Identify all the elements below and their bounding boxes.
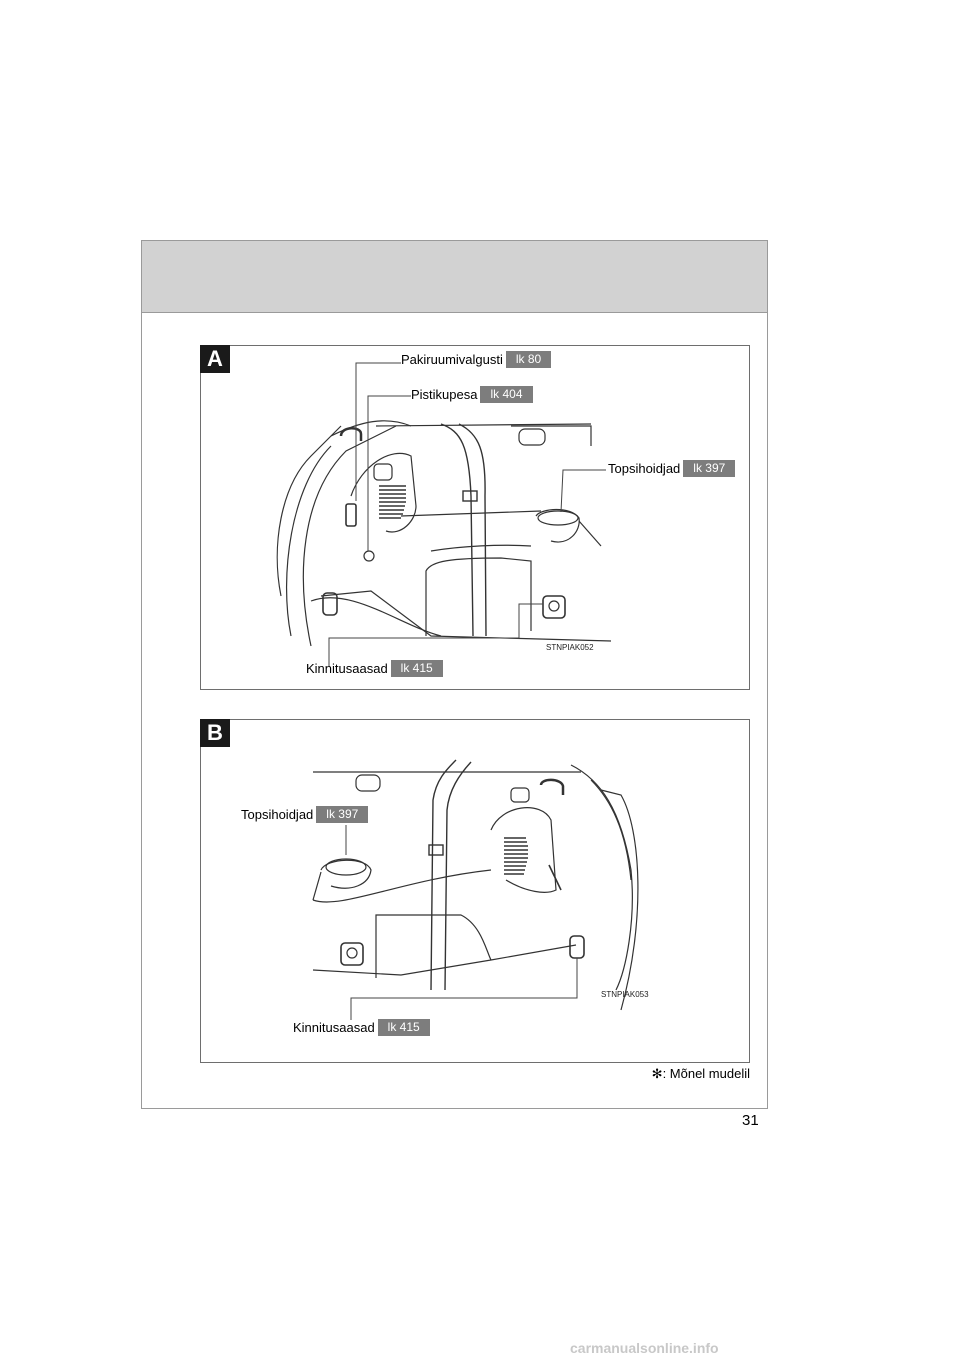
watermark: carmanualsonline.info (570, 1340, 719, 1356)
panel-b (200, 719, 750, 1063)
panel-b-letter: B (200, 719, 230, 747)
callout-power-outlet-label: Pistikupesa (411, 387, 478, 402)
callout-tie-downs-a-page[interactable]: lk 415 (391, 660, 443, 677)
page-number: 31 (742, 1112, 759, 1129)
callout-cup-holders-b (241, 806, 368, 823)
callout-luggage-light (401, 351, 551, 368)
callout-tie-downs-a (306, 660, 443, 677)
callout-power-outlet-page[interactable]: lk 404 (480, 386, 532, 403)
header-band (141, 240, 768, 313)
callout-cup-holders-b-label: Topsihoidjad (241, 807, 314, 822)
callout-luggage-light-page[interactable]: lk 80 (506, 351, 551, 368)
callout-cup-holders-a-label: Topsihoidjad (608, 461, 681, 476)
callout-tie-downs-b-page[interactable]: lk 415 (378, 1019, 430, 1036)
callout-cup-holders-a-page[interactable]: lk 397 (683, 460, 735, 477)
image-code-a: STNPIAK052 (546, 643, 594, 652)
callout-luggage-light-label: Pakiruumivalgusti (401, 352, 503, 367)
footnote-text: : Mõnel mudelil (662, 1066, 750, 1081)
footnote (652, 1066, 750, 1082)
footnote-asterisk-icon: ✻ (651, 1066, 663, 1081)
image-code-b: STNPIAK053 (601, 990, 649, 999)
callout-tie-downs-b-label: Kinnitusaasad (293, 1020, 375, 1035)
callout-power-outlet (411, 386, 533, 403)
panel-a-letter: A (200, 345, 230, 373)
luggage-area-illustration-b (201, 720, 749, 1062)
callout-tie-downs-a-label: Kinnitusaasad (306, 661, 388, 676)
callout-cup-holders-a (608, 460, 735, 477)
callout-cup-holders-b-page[interactable]: lk 397 (316, 806, 368, 823)
panel-a (200, 345, 750, 690)
callout-tie-downs-b (293, 1019, 430, 1036)
